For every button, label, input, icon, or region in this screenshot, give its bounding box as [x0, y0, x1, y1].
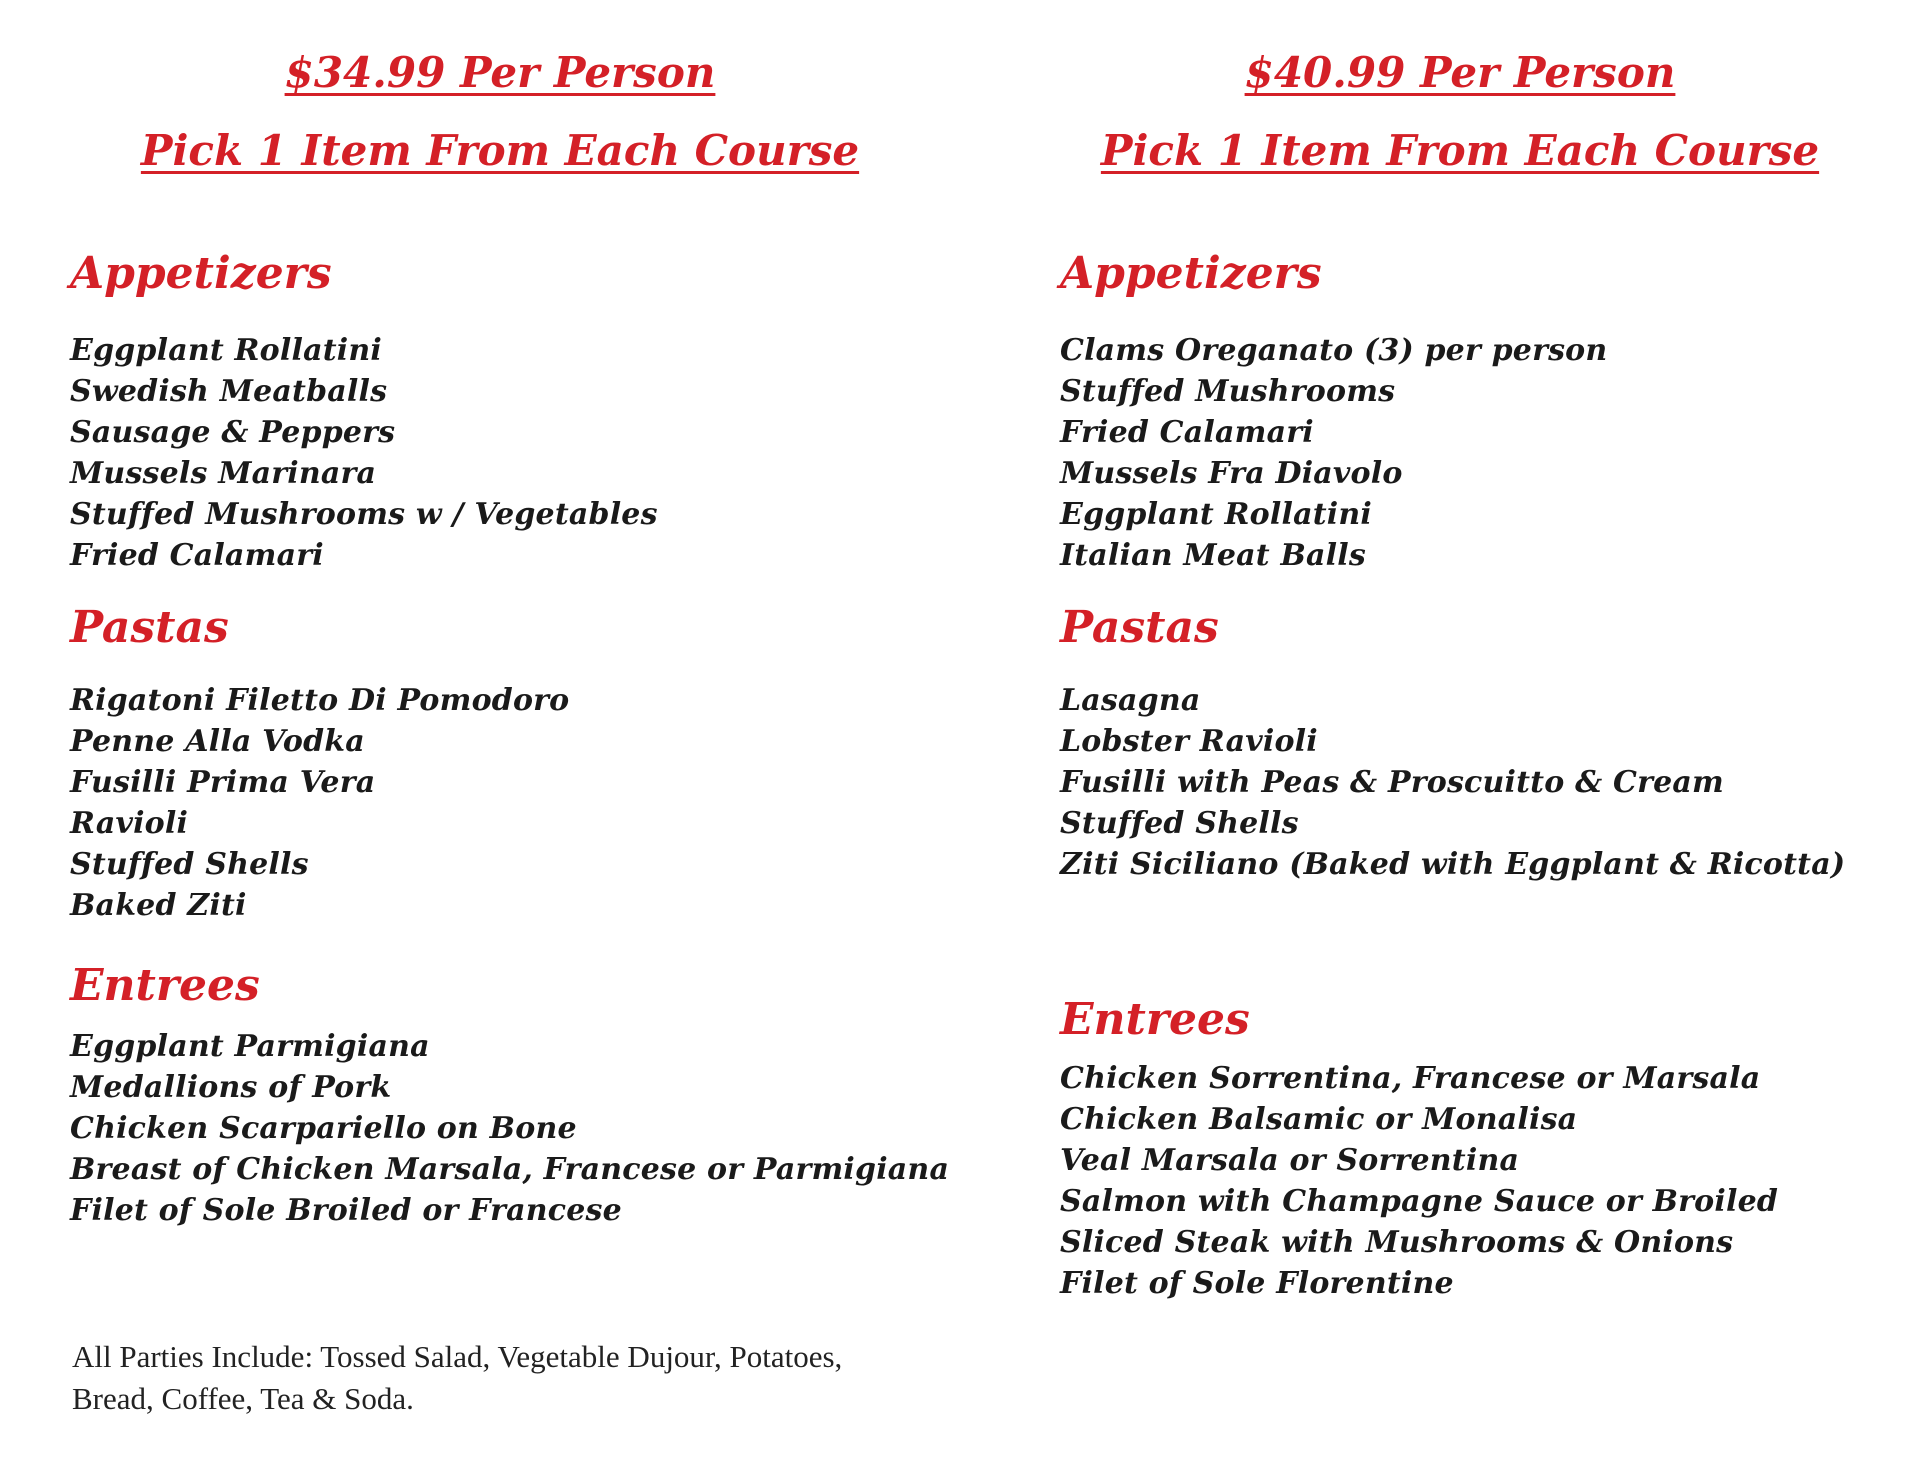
section-title-pastas: Pastas [1060, 602, 1219, 653]
footer-line: Bread, Coffee, Tea & Soda. [72, 1381, 414, 1416]
menu-item: Sausage & Peppers [70, 415, 396, 450]
section-title-pastas: Pastas [70, 602, 229, 653]
pastas-list [1060, 680, 1845, 885]
menu-item: Stuffed Mushrooms [1060, 374, 1396, 409]
appetizers-list [1060, 330, 1607, 576]
menu-item: Chicken Sorrentina, Francese or Marsala [1060, 1061, 1761, 1096]
menu-item: Ravioli [70, 806, 189, 841]
pick-instruction: Pick 1 Item From Each Course [1100, 126, 1820, 175]
entrees-list [1060, 1058, 1778, 1304]
price-heading: $40.99 Per Person [1244, 48, 1676, 97]
pastas-list [70, 680, 569, 926]
included-items-note [72, 1336, 952, 1420]
menu-item: Fusilli with Peas & Proscuitto & Cream [1060, 765, 1724, 800]
entrees-list [70, 1026, 949, 1231]
menu-item: Lasagna [1060, 683, 1201, 718]
menu-item: Baked Ziti [70, 888, 247, 923]
appetizers-list [70, 330, 658, 576]
menu-item: Ziti Siciliano (Baked with Eggplant & Ricotta) [1060, 847, 1846, 882]
menu-item: Penne Alla Vodka [70, 724, 365, 759]
section-title-appetizers: Appetizers [70, 248, 332, 299]
menu-item: Chicken Scarpariello on Bone [70, 1111, 577, 1146]
menu-item: Salmon with Champagne Sauce or Broiled [1060, 1184, 1779, 1219]
menu-item: Eggplant Rollatini [1060, 497, 1372, 532]
footer-line: All Parties Include: Tossed Salad, Vegetable Dujour, Potatoes, [72, 1339, 843, 1374]
menu-item: Fusilli Prima Vera [70, 765, 376, 800]
pick-instruction: Pick 1 Item From Each Course [140, 126, 860, 175]
menu-item: Eggplant Parmigiana [70, 1029, 430, 1064]
section-title-appetizers: Appetizers [1060, 248, 1322, 299]
section-title-entrees: Entrees [70, 960, 260, 1011]
menu-item: Lobster Ravioli [1060, 724, 1318, 759]
menu-item: Swedish Meatballs [70, 374, 388, 409]
menu-item: Stuffed Shells [1060, 806, 1299, 841]
menu-item: Stuffed Mushrooms w / Vegetables [70, 497, 658, 532]
menu-item: Rigatoni Filetto Di Pomodoro [70, 683, 570, 718]
menu-item: Eggplant Rollatini [70, 333, 382, 368]
section-title-entrees: Entrees [1060, 994, 1250, 1045]
menu-item: Mussels Fra Diavolo [1060, 456, 1403, 491]
menu-item: Fried Calamari [1060, 415, 1314, 450]
menu-item: Stuffed Shells [70, 847, 309, 882]
menu-item: Fried Calamari [70, 538, 324, 573]
menu-item: Medallions of Pork [70, 1070, 392, 1105]
menu-item: Veal Marsala or Sorrentina [1060, 1143, 1520, 1178]
menu-item: Breast of Chicken Marsala, Francese or Parmigiana [70, 1152, 950, 1187]
menu-item: Filet of Sole Florentine [1060, 1266, 1454, 1301]
menu-item: Clams Oreganato (3) per person [1060, 333, 1608, 368]
menu-item: Filet of Sole Broiled or Francese [70, 1193, 622, 1228]
menu-item: Chicken Balsamic or Monalisa [1060, 1102, 1578, 1137]
menu-item: Mussels Marinara [70, 456, 377, 491]
menu-item: Italian Meat Balls [1060, 538, 1366, 573]
menu-item: Sliced Steak with Mushrooms & Onions [1060, 1225, 1734, 1260]
price-heading: $34.99 Per Person [284, 48, 716, 97]
